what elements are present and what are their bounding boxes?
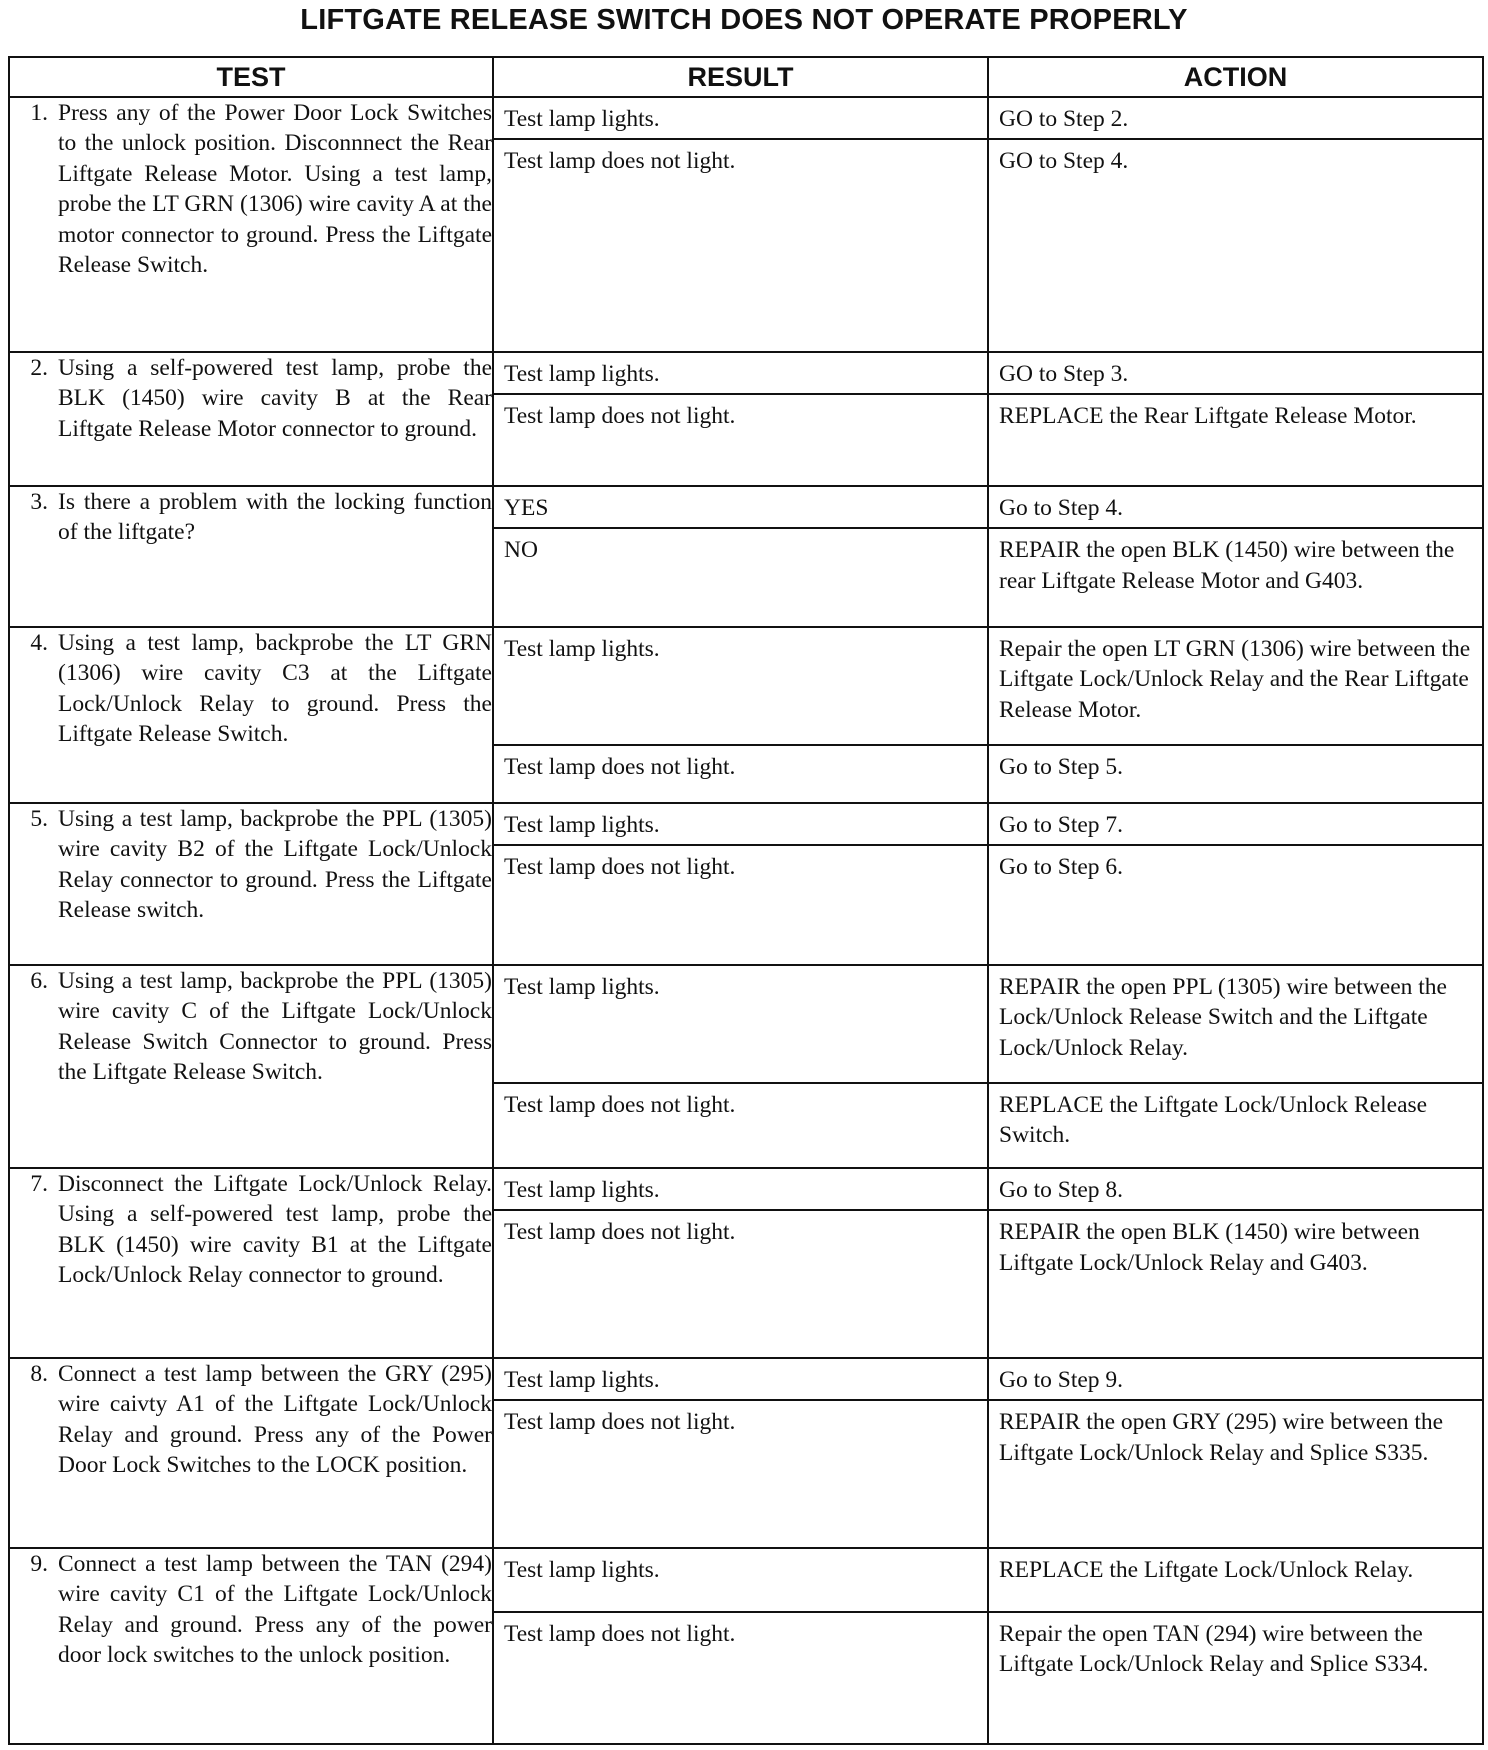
step-number: 9. [30, 1551, 48, 1577]
outcomes-table [494, 628, 1482, 802]
test-cell [9, 1358, 493, 1548]
outcomes-table [494, 1549, 1482, 1743]
outcomes-cell [493, 352, 1483, 486]
outcomes-table [494, 487, 1482, 626]
outcomes-cell [493, 97, 1483, 352]
result-cell: Test lamp lights. [504, 106, 660, 132]
outcome-row [494, 487, 1482, 528]
action-cell: GO to Step 3. [988, 353, 1482, 394]
outcome-row [494, 966, 1482, 1083]
test-cell [9, 803, 493, 965]
result-cell: Test lamp lights. [504, 1367, 660, 1393]
action-cell: REPLACE the Liftgate Lock/Unlock Release Switch. [988, 1083, 1482, 1167]
result-cell: Test lamp does not light. [494, 745, 988, 802]
action-cell: Repair the open LT GRN (1306) wire between the Liftgate Lock/Unlock Relay and the Rear Liftgate Release Motor. [988, 628, 1482, 745]
header-row [9, 57, 1483, 97]
outcome-row [494, 1359, 1482, 1400]
table-row [9, 803, 1483, 965]
outcomes-table [494, 804, 1482, 964]
result-cell: Test lamp lights. [504, 1177, 660, 1203]
test-procedure: Connect a test lamp between the GRY (295) wire caivty A1 of the Liftgate Lock/Unlock Relay and ground. Press any of the Power Door Lock Switches to the LOCK position. [58, 1361, 492, 1479]
outcome-row [494, 139, 1482, 351]
test-cell [9, 352, 493, 486]
test-cell [9, 1168, 493, 1358]
table-body [9, 97, 1483, 1744]
step-number: 7. [30, 1171, 48, 1197]
diagnostic-table [8, 56, 1484, 1745]
outcome-row [494, 1083, 1482, 1167]
test-procedure: Using a test lamp, backprobe the PPL (1305) wire cavity C of the Liftgate Lock/Unlock Release Switch Connector to ground. Press the Liftgate Release Switch. [58, 968, 492, 1086]
test-cell [9, 1548, 493, 1744]
result-cell: Test lamp lights. [504, 361, 660, 387]
outcomes-table [494, 353, 1482, 485]
page-title: LIFTGATE RELEASE SWITCH DOES NOT OPERATE PROPERLY [300, 4, 1188, 36]
table-row [9, 97, 1483, 352]
action-cell: Go to Step 4. [988, 487, 1482, 528]
result-cell: Test lamp lights. [504, 812, 660, 838]
outcomes-table [494, 1169, 1482, 1357]
result-cell: Test lamp does not light. [494, 1400, 988, 1547]
action-cell: REPAIR the open PPL (1305) wire between the Lock/Unlock Release Switch and the Liftgate Lock/Unlock Relay. [988, 966, 1482, 1083]
test-procedure: Using a test lamp, backprobe the LT GRN (1306) wire cavity C3 at the Liftgate Lock/Unlock Relay to ground. Press the Liftgate Release Switch. [58, 630, 492, 748]
column-header-result: RESULT [493, 57, 988, 97]
table-row [9, 1548, 1483, 1744]
outcomes-table [494, 966, 1482, 1167]
action-cell: GO to Step 2. [988, 98, 1482, 139]
result-cell: NO [494, 528, 988, 626]
column-header-action: ACTION [988, 57, 1483, 97]
action-cell: REPAIR the open GRY (295) wire between the Liftgate Lock/Unlock Relay and Splice S335. [988, 1400, 1482, 1547]
outcomes-cell [493, 965, 1483, 1168]
outcomes-cell [493, 1358, 1483, 1548]
result-cell: Test lamp does not light. [494, 394, 988, 485]
outcome-row [494, 528, 1482, 626]
step-number: 6. [30, 968, 48, 994]
step-number: 4. [30, 630, 48, 656]
test-cell [9, 486, 493, 627]
outcome-row [494, 1549, 1482, 1612]
test-cell [9, 965, 493, 1168]
action-cell: REPAIR the open BLK (1450) wire between Liftgate Lock/Unlock Relay and G403. [988, 1210, 1482, 1357]
table-row [9, 627, 1483, 803]
action-cell: Go to Step 6. [988, 845, 1482, 964]
step-number: 5. [30, 806, 48, 832]
action-cell: Go to Step 7. [988, 804, 1482, 845]
test-procedure: Connect a test lamp between the TAN (294) wire cavity C1 of the Liftgate Lock/Unlock Relay and ground. Press any of the power door lock switches to the unlock position. [58, 1551, 492, 1669]
outcome-row [494, 804, 1482, 845]
outcome-row [494, 1169, 1482, 1210]
action-cell: REPLACE the Rear Liftgate Release Motor. [988, 394, 1482, 485]
outcomes-cell [493, 1168, 1483, 1358]
result-cell: Test lamp lights. [504, 636, 660, 662]
outcome-row [494, 98, 1482, 139]
step-number: 2. [30, 355, 48, 381]
outcomes-table [494, 98, 1482, 351]
result-cell: Test lamp does not light. [494, 845, 988, 964]
action-cell: Repair the open TAN (294) wire between the Liftgate Lock/Unlock Relay and Splice S334. [988, 1612, 1482, 1743]
test-procedure: Using a self-powered test lamp, probe the BLK (1450) wire cavity B at the Rear Liftgate Release Motor connector to ground. [58, 355, 492, 442]
result-cell: YES [504, 495, 549, 521]
test-procedure: Is there a problem with the locking function of the liftgate? [58, 489, 492, 546]
test-procedure: Disconnect the Liftgate Lock/Unlock Relay. Using a self-powered test lamp, probe the BLK (1450) wire cavity B1 at the Liftgate Lock/Unlock Relay connector to ground. [58, 1171, 492, 1289]
action-cell: Go to Step 5. [988, 745, 1482, 802]
outcome-row [494, 628, 1482, 745]
table-row [9, 352, 1483, 486]
step-number: 3. [30, 489, 48, 515]
table-row [9, 1358, 1483, 1548]
table-row [9, 486, 1483, 627]
result-cell: Test lamp does not light. [494, 139, 988, 351]
outcome-row [494, 353, 1482, 394]
test-cell [9, 627, 493, 803]
result-cell: Test lamp does not light. [494, 1612, 988, 1743]
test-cell [9, 97, 493, 352]
step-number: 8. [30, 1361, 48, 1387]
outcome-row [494, 1612, 1482, 1743]
result-cell: Test lamp lights. [504, 1557, 660, 1583]
result-cell: Test lamp does not light. [494, 1083, 988, 1167]
test-procedure: Press any of the Power Door Lock Switches to the unlock position. Disconnnect the Rear Liftgate Release Motor. Using a test lamp, probe the LT GRN (1306) wire cavity A at the motor connector to ground. Press the Liftgate Release Switch. [58, 100, 492, 279]
outcome-row [494, 1210, 1482, 1357]
outcome-row [494, 1400, 1482, 1547]
action-cell: Go to Step 8. [988, 1169, 1482, 1210]
outcome-row [494, 745, 1482, 802]
action-cell: REPAIR the open BLK (1450) wire between the rear Liftgate Release Motor and G403. [988, 528, 1482, 626]
outcome-row [494, 845, 1482, 964]
column-header-test: TEST [9, 57, 493, 97]
action-cell: Go to Step 9. [988, 1359, 1482, 1400]
test-procedure: Using a test lamp, backprobe the PPL (1305) wire cavity B2 of the Liftgate Lock/Unlock Relay connector to ground. Press the Liftgate Release switch. [58, 806, 492, 924]
result-cell: Test lamp lights. [504, 974, 660, 1000]
action-cell: REPLACE the Liftgate Lock/Unlock Relay. [988, 1549, 1482, 1612]
outcomes-cell [493, 803, 1483, 965]
table-row [9, 965, 1483, 1168]
action-cell: GO to Step 4. [988, 139, 1482, 351]
table-row [9, 1168, 1483, 1358]
result-cell: Test lamp does not light. [494, 1210, 988, 1357]
step-number: 1. [30, 100, 48, 126]
outcomes-table [494, 1359, 1482, 1547]
outcomes-cell [493, 1548, 1483, 1744]
outcomes-cell [493, 627, 1483, 803]
outcome-row [494, 394, 1482, 485]
outcomes-cell [493, 486, 1483, 627]
